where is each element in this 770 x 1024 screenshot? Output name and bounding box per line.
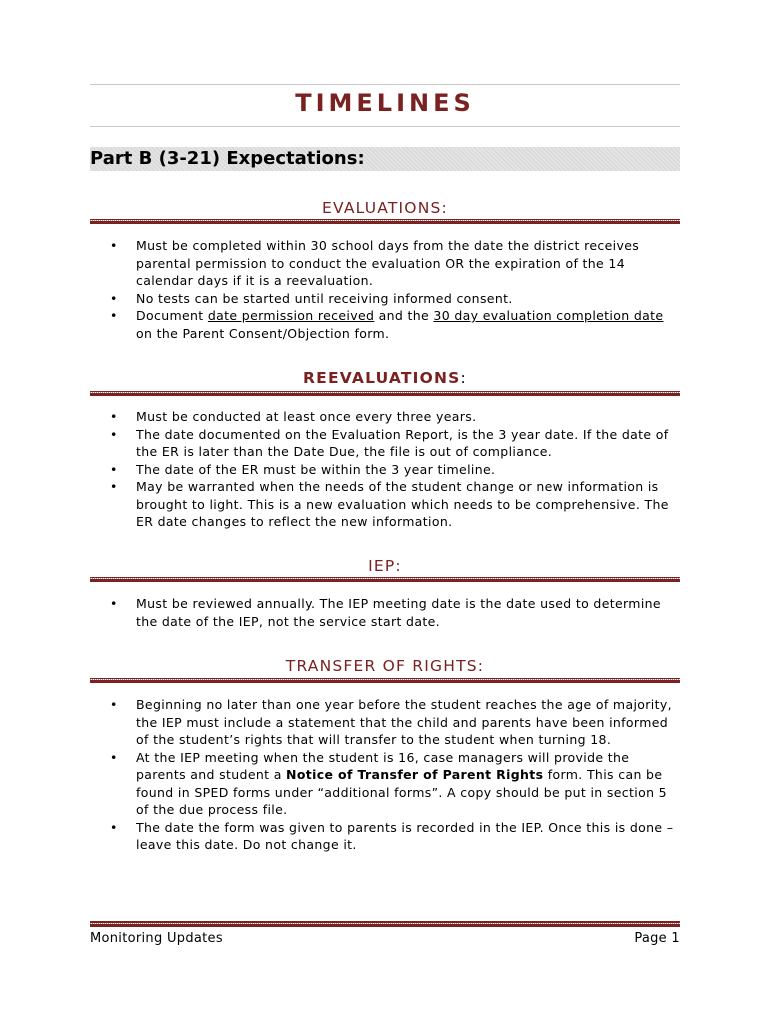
bullet-icon: • — [110, 749, 118, 765]
section-rule-transfer — [90, 678, 680, 683]
list-item: • The date the form was given to parents is recorded in the IEP. Once this is done – leave this date. Do not change it. — [110, 819, 674, 852]
transfer-list — [90, 696, 680, 854]
bullet-icon: • — [110, 290, 118, 306]
bullet-icon: • — [110, 697, 118, 712]
title-bottom-rule — [90, 126, 680, 127]
bullet-icon: • — [110, 596, 118, 611]
page-number: Page 1 — [634, 931, 680, 946]
reevaluations-list — [90, 408, 680, 531]
bullet-icon: • — [110, 426, 118, 442]
section-heading-transfer-of-rights: TRANSFER OF RIGHTS: — [285, 657, 485, 675]
part-heading — [90, 147, 680, 171]
footer-rule — [90, 921, 680, 927]
list-item: • Must be reviewed annually. The IEP meeting date is the date used to determine the date of the IEP, not the service start date. — [110, 596, 661, 629]
list-item: • Must be completed within 30 school days from the date the district receives parental permission to conduct the evaluation OR the expiration of the 14 calendar days if it is a reevaluation. — [110, 238, 640, 288]
section-rule-evaluations — [90, 219, 680, 224]
part-heading-text: Part B (3-21) Expectations: — [90, 148, 365, 169]
list-item: • May be warranted when the needs of the student change or new information is brought to light. This is a new evaluation which needs to be comprehensive. The ER date changes to reflect the new information. — [110, 479, 669, 529]
bullet-icon: • — [110, 819, 118, 835]
list-item: • At the IEP meeting when the student is 16, case managers will provide the parents and student a Notice of Transfer of Parent Rights form. This can be found in SPED forms under “additional forms”. A copy should be put in section 5 of the due process file. — [110, 749, 667, 817]
bullet-icon: • — [110, 461, 118, 477]
bullet-icon: • — [110, 409, 118, 424]
list-item: • Beginning no later than one year before the student reaches the age of majority, the IEP must include a statement that the child and parents have been informed of the student’s rights that will transfer to the student when turning 18. — [110, 697, 672, 747]
underlined-term: 30 day evaluation completion date — [433, 308, 664, 323]
evaluations-list — [90, 237, 680, 342]
list-item: • Must be conducted at least once every three years. — [110, 409, 477, 424]
title-top-rule — [90, 84, 680, 85]
section-heading-iep: IEP: — [368, 557, 402, 575]
list-item: • No tests can be started until receiving informed consent. — [110, 290, 513, 306]
bullet-icon: • — [110, 479, 118, 494]
section-heading-evaluations: EVALUATIONS: — [322, 199, 448, 217]
section-rule-reevaluations — [90, 391, 680, 396]
list-item: • The date documented on the Evaluation Report, is the 3 year date. If the date of the ER is later than the Date Due, the file is out of compliance. — [110, 426, 669, 459]
bullet-icon: • — [110, 308, 118, 323]
list-item: • The date of the ER must be within the 3 year timeline. — [110, 461, 496, 477]
section-rule-iep — [90, 577, 680, 582]
list-item: • Document date permission received and the 30 day evaluation completion date on the Parent Consent/Objection form. — [110, 308, 664, 341]
bullet-icon: • — [110, 238, 118, 253]
form-name: Notice of Transfer of Parent Rights — [286, 767, 544, 782]
page-title: TIMELINES — [295, 89, 475, 117]
iep-list — [90, 595, 680, 630]
section-heading-reevaluations: REEVALUATIONS: — [303, 369, 467, 387]
footer-title: Monitoring Updates — [90, 931, 223, 946]
underlined-term: date permission received — [207, 308, 375, 323]
